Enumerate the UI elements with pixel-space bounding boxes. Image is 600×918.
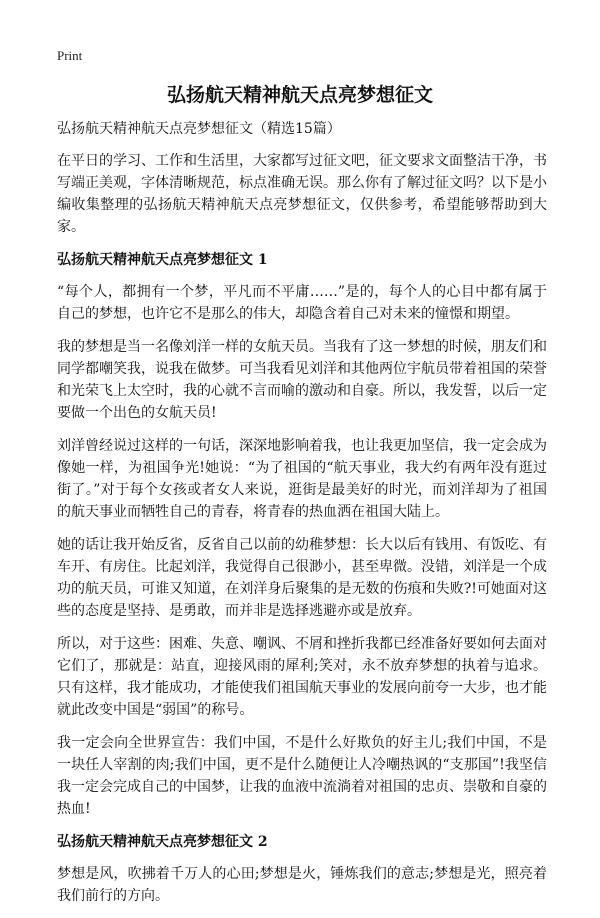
page-title: 弘扬航天精神航天点亮梦想征文 bbox=[166, 84, 433, 106]
section-heading-1: 弘扬航天精神航天点亮梦想征文 1 bbox=[57, 252, 268, 268]
intro-paragraph: 在平日的学习、工作和生活里，大家都写过征文吧，征文要求文面整洁干净，书写端正美观，字体清晰规范，标点准确无误。那么你有了解过征文吗？以下是小编收集整理的弘扬航天精神航天点亮梦想征文，仅供参考，希望能够帮助到大家。 bbox=[57, 153, 547, 235]
document-subtitle: 弘扬航天精神航天点亮梦想征文（精选15篇） bbox=[57, 121, 341, 137]
section-1-paragraph-4: 她的话让我开始反省，反省自己以前的幼稚梦想：长大以后有钱用、有饭吃、有车开、有房住。比起刘洋，我觉得自己很渺小，甚至卑微。没错，刘洋是一个成功的航天员，可谁又知道，在刘洋身后聚集的是无数的伤痕和失败?!可她面对这些的态度是坚持、是勇敢，而并非是选择逃避亦或是放弃。 bbox=[57, 537, 547, 619]
section-1-paragraph-2: 我的梦想是当一名像刘洋一样的女航天员。当我有了这一梦想的时候，朋友们和同学都嘲笑我，说我在做梦。可当我看见刘洋和其他两位宇航员带着祖国的荣誉和光荣飞上太空时，我的心就不言而喻的激动和自豪。所以，我发誓，以后一定要做一个出色的女航天员! bbox=[57, 339, 547, 421]
section-1-paragraph-5: 所以，对于这些：困难、失意、嘲讽、不屑和挫折我都已经准备好要如何去面对它们了，那就是：站直，迎接风雨的犀利;笑对，永不放弃梦想的执着与追求。只有这样，我才能成功，才能使我们祖国航天事业的发展向前夸一大步，也才能就此改变中国是“弱国”的称号。 bbox=[57, 636, 547, 718]
section-1-paragraph-1: “每个人，都拥有一个梦，平凡而不平庸……”是的，每个人的心目中都有属于自己的梦想，也许它不是那么的伟大，却隐含着自己对未来的憧憬和期望。 bbox=[57, 284, 547, 322]
section-heading-2: 弘扬航天精神航天点亮梦想征文 2 bbox=[57, 834, 268, 850]
section-2-paragraph-1: 梦想是风，吹拂着千万人的心田;梦想是火，锤炼我们的意志;梦想是光，照亮着我们前行的方向。 bbox=[57, 866, 547, 904]
section-1-paragraph-3: 刘洋曾经说过这样的一句话，深深地影响着我，也让我更加坚信，我一定会成为像她一样，为祖国争光!她说：“为了祖国的“航天事业，我大约有两年没有逛过街了。”对于每个女孩或者女人来说，逛街是最美好的时光，而刘洋却为了祖国的航天事业而牺牲自己的青春，将青春的热血洒在祖国大陆上。 bbox=[57, 438, 547, 520]
section-1-paragraph-6: 我一定会向全世界宣告：我们中国，不是什么好欺负的好主儿;我们中国，不是一块任人宰割的肉;我们中国，更不是什么随便让人冷嘲热讽的“支那国”!我坚信我一定会完成自己的中国梦，让我的血液中流淌着对祖国的忠贞、崇敬和自豪的热血! bbox=[57, 735, 547, 817]
document-body bbox=[57, 118, 547, 918]
print-label[interactable]: Print bbox=[57, 48, 83, 63]
